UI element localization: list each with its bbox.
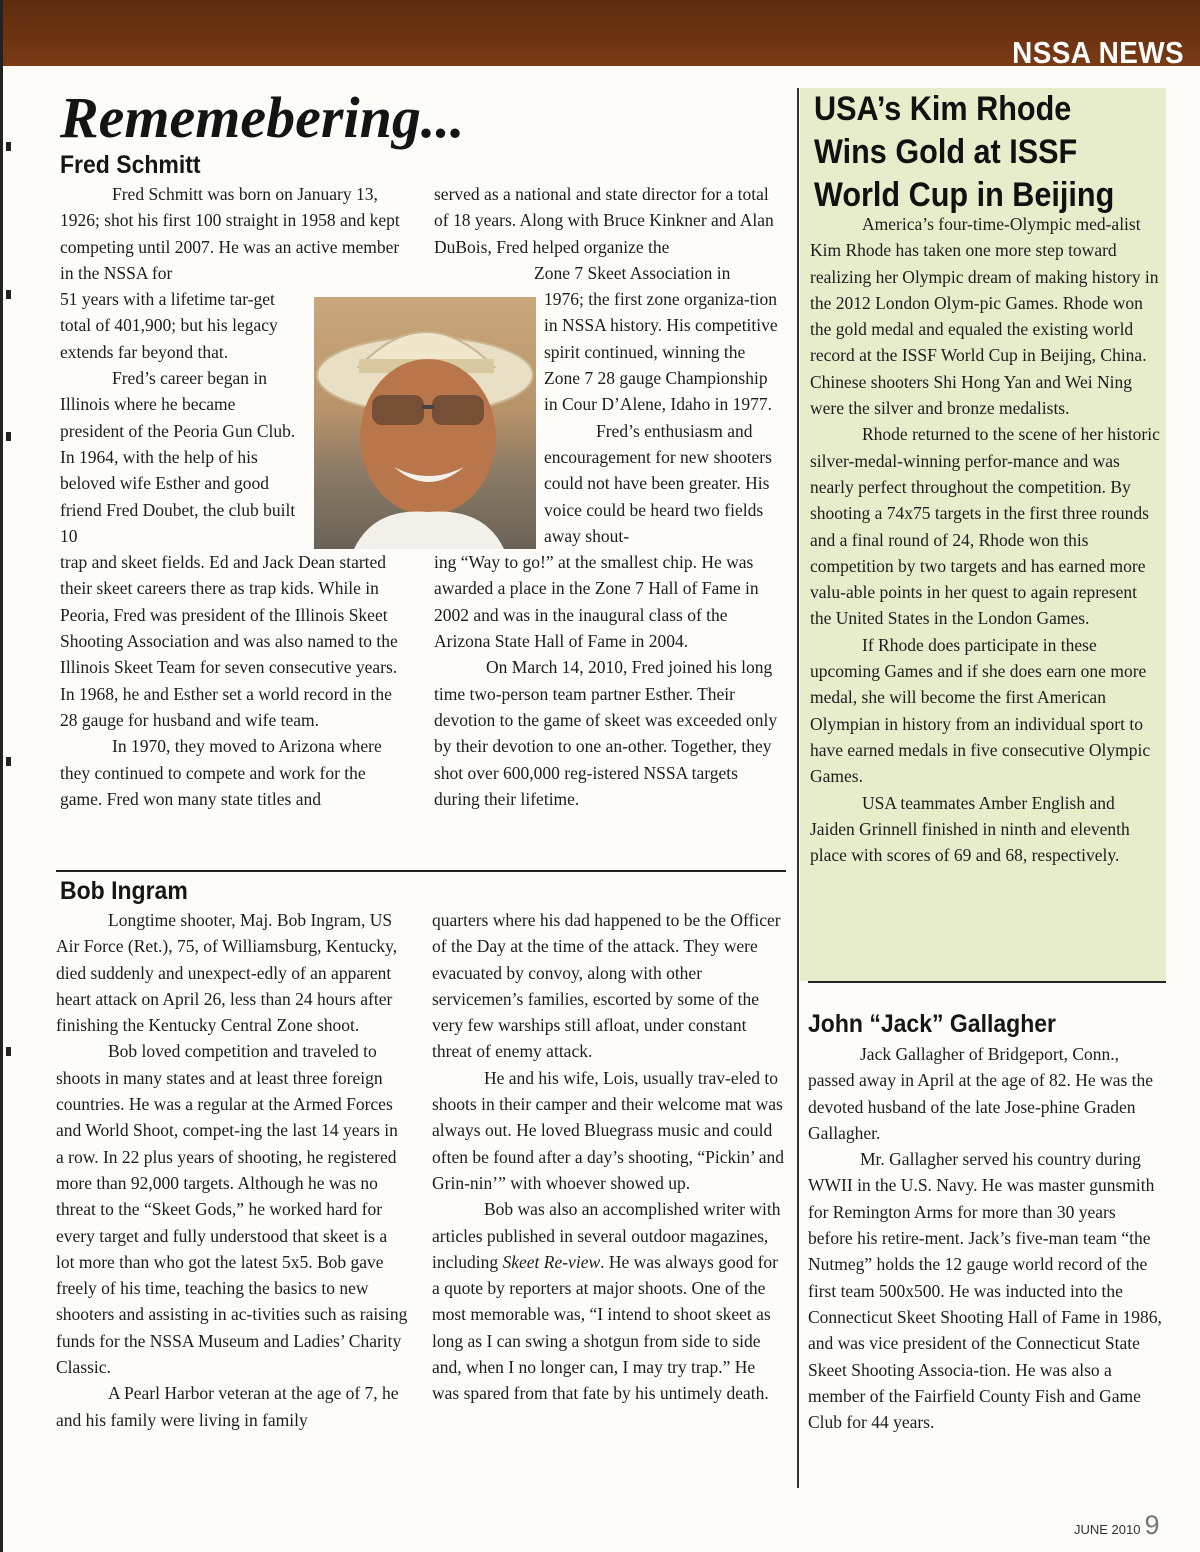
jack-paragraph: Jack Gallagher of Bridgeport, Conn., passed away in April at the age of 82. He was the devoted husband of the late Jose-phine Graden Gallagher.: [808, 1044, 1154, 1143]
bob-paragraph: A Pearl Harbor veteran at the age of 7, he and his family were living in family: [56, 1383, 399, 1430]
bob-text: Bob was also an accomplished writer with articles published in several outdoor magazines, including: [432, 1199, 781, 1272]
fred-paragraph: trap and skeet fields. Ed and Jack Dean started their skeet careers there as trap kids. While in Peoria, Fred was president of the Illinois Skeet Shooting Association and was also named to the Illinois Skeet Team for seven consecutive years. In 1968, he and Esther set a world record in the 28 gauge for husband and wife team.: [60, 552, 398, 730]
jack-paragraph: Mr. Gallagher served his country during WWII in the U.S. Navy. He was master gunsmith for Remington Arms for more than 30 years before his retire-ment. Jack’s five-man team “the Nutmeg” holds the 12 gauge world record of the first team 500x500. He was inducted into the Connecticut Skeet Shooting Hall of Fame in 1986, and was vice president of the Connecticut State Skeet Shooting Associa-tion. He was also a member of the Fairfield County Fish and Game Club for 44 years.: [808, 1149, 1162, 1433]
magazine-title: Skeet Re-view: [502, 1251, 601, 1272]
sidebar-paragraph: USA teammates Amber English and Jaiden Grinnell finished in ninth and eleventh place with scores of 69 and 68, respectively.: [810, 792, 1130, 866]
fred-column-2: [434, 181, 784, 812]
fred-paragraph: Fred’s career began in Illinois where he became president of the Peoria Gun Club. In 1964, with the help of his beloved wife Esther and good friend Fred Doubet, the club built 10: [60, 368, 296, 546]
fred-paragraph: 1976; the first zone organiza-tion in NSSA history. His competitive spirit continued, winning the Zone 7 28 gauge Championship in Cour D’Alene, Idaho in 1977.: [544, 289, 778, 415]
binding-mark: [6, 142, 11, 151]
sidebar-paragraph: America’s four-time-Olympic med-alist Kim Rhode has taken one more step toward realizing her Olympic dream of making history in the 2012 London Olym-pic Games. Rhode won the gold medal and equaled the existing world record at the ISSF World Cup in Beijing, China. Chinese shooters Shi Hong Yan and Wei Ning were the silver and bronze medalists.: [810, 214, 1159, 419]
binding-mark: [6, 290, 11, 299]
fred-paragraph: On March 14, 2010, Fred joined his long time two-person team partner Esther. Their devotion to the game of skeet was exceeded only by their devotion to one an-other. Together, they shot over 600,000 reg-istered NSSA targets during their lifetime.: [434, 657, 778, 809]
fred-paragraph: Fred’s enthusiasm and encouragement for new shooters could not have been greater. His voice could be heard two fields away shout-: [544, 420, 772, 546]
bob-paragraph: Longtime shooter, Maj. Bob Ingram, US Air Force (Ret.), 75, of Williamsburg, Kentucky, died suddenly and unexpect-edly of an apparent heart attack on April 26, less than 24 hours after finishing the Kentucky Central Zone shoot.: [56, 910, 398, 1036]
bob-text: . He was always good for a quote by reporters at major shoots. One of the most memorable was, “I intend to shoot skeet as long as I can swing a shotgun from side to side and, when I no longer can, I may try trap.” He was spared from that fate by his untimely death.: [432, 1251, 779, 1404]
bob-column-2: [432, 907, 784, 1407]
bob-paragraph: quarters where his dad happened to be the Officer of the Day at the time of the attack. They were evacuated by convoy, along with other servicemen’s families, escorted by some of the very few warships still afloat, under constant threat of enemy attack.: [432, 910, 781, 1062]
fred-paragraph: 51 years with a lifetime tar-get total of 401,900; but his legacy extends far beyond that.: [60, 289, 278, 362]
bob-paragraph: He and his wife, Lois, usually trav-eled to shoots in their camper and their welcome mat was always out. He loved Bluegrass music and could often be found after a day’s shooting, “Pickin’ and Grin-nin’” with whoever showed up.: [432, 1067, 785, 1193]
bob-heading: Bob Ingram: [60, 877, 188, 905]
sidebar-paragraph: If Rhode does participate in these upcoming Games and if she does earn one more medal, she will become the first American Olympian in history from an individual sport to have earned medals in five consecutive Olympic Games.: [810, 634, 1151, 787]
page-footer: [1074, 1510, 1160, 1541]
binding-mark: [6, 1047, 11, 1056]
article-divider: [56, 870, 786, 872]
fred-paragraph: Zone 7 Skeet Association in: [534, 262, 731, 283]
sidebar-paragraph: Rhode returned to the scene of her historic silver-medal-winning perfor-mance and was nearly perfect throughout the competition. By shooting a 74x75 targets in the first three rounds and a final round of 24, Rhode won this competition by two targets and has earned more valu-able points in her quest to again represent the United States in the London Games.: [810, 424, 1160, 629]
page-number: 9: [1144, 1510, 1160, 1540]
fred-paragraph: In 1970, they moved to Arizona where they continued to compete and work for the game. Fred won many state titles and: [60, 736, 382, 809]
fred-paragraph: served as a national and state director for a total of 18 years. Along with Bruce Kinkner and Alan DuBois, Fred helped organize the: [434, 184, 774, 257]
binding-mark: [6, 432, 11, 441]
jack-body: [808, 1041, 1164, 1435]
bob-paragraph: [432, 1196, 784, 1406]
sidebar-headline: USA’s Kim Rhode Wins Gold at ISSF World Cup in Beijing: [814, 90, 1115, 214]
binding-mark: [6, 757, 11, 766]
bob-paragraph: Bob loved competition and traveled to shoots in many states and at least three foreign countries. He was a regular at the Armed Forces and World Shoot, compet-ing the last 14 years in a row. In 22 plus years of shooting, he registered more than 92,000 targets. Although he was no threat to the “Skeet Gods,” he worked hard for every target and fully understood that skeet is a lot more than who got the latest 5x5. Bob gave freely of his time, teaching the basics to new shooters and assisting in ac-tivities such as raising funds for the NSSA Museum and Ladies’ Charity Classic.: [56, 1041, 408, 1378]
sidebar-body: [810, 211, 1162, 868]
sidebar-divider: [808, 981, 1166, 983]
fred-paragraph: ing “Way to go!” at the smallest chip. He was awarded a place in the Zone 7 Hall of Fame in 2002 and was in the inaugural class of the Arizona State Hall of Fame in 2004.: [434, 552, 759, 652]
fred-paragraph: Fred Schmitt was born on January 13, 1926; shot his first 100 straight in 1958 and kept competing until 2007. He was an active member in the NSSA for: [60, 184, 400, 283]
page-title: Rememebering...: [60, 85, 465, 150]
column-rule: [797, 88, 799, 1488]
issue-date: JUNE 2010: [1074, 1522, 1141, 1537]
bob-column-1: [56, 907, 408, 1433]
jack-heading: John “Jack” Gallagher: [808, 1010, 1056, 1038]
fred-heading: Fred Schmitt: [60, 151, 201, 179]
left-margin-rule: [0, 0, 3, 1552]
section-label: NSSA NEWS: [1012, 35, 1184, 70]
